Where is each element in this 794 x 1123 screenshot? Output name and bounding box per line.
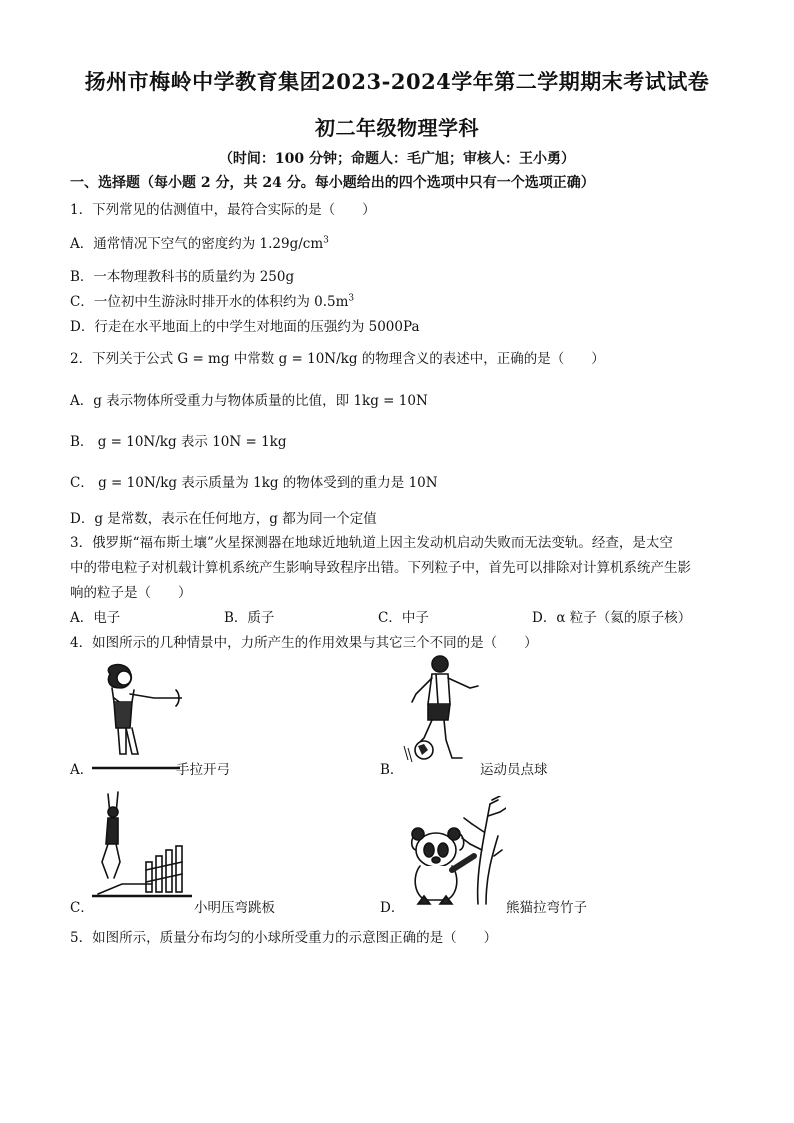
figure-c-caption: 小明压弯跳板 bbox=[194, 900, 275, 916]
exam-info: （时间：100 分钟；命题人：毛广旭；审核人：王小勇） bbox=[218, 151, 576, 167]
figure-c-letter: C． bbox=[70, 900, 94, 916]
question-3-option-a: A．电子 bbox=[70, 610, 121, 626]
question-3-stem-line-2: 中的带电粒子对机载计算机系统产生影响导致程序出错。下列粒子中，首先可以排除对计算机系统产生影 bbox=[70, 560, 691, 576]
option-text: A．通常情况下空气的密度约为 1.29g/cm bbox=[70, 236, 324, 252]
exam-title: 扬州市梅岭中学教育集团2023-2024学年第二学期期末考试试卷 bbox=[84, 69, 710, 94]
question-3-stem-line-3: 响的粒子是（ ） bbox=[70, 585, 192, 601]
question-3-option-d: D．α 粒子（氦的原子核） bbox=[532, 610, 692, 626]
section-heading: 一、选择题（每小题 2 分，共 24 分。每小题给出的四个选项中只有一个选项正确） bbox=[70, 175, 595, 191]
question-2-option-b: B． g = 10N/kg 表示 10N = 1kg bbox=[70, 434, 287, 450]
question-1-option-c bbox=[70, 290, 354, 310]
question-4-stem: 4．如图所示的几种情景中，力所产生的作用效果与其它三个不同的是（ ） bbox=[70, 635, 538, 651]
figure-b-caption: 运动员点球 bbox=[480, 762, 548, 778]
figure-b-letter: B． bbox=[380, 762, 404, 778]
question-3-stem-line-1: 3．俄罗斯“福布斯土壤”火星探测器在地球近地轨道上因主发动机启动失败而无法变轨。经查，是太空 bbox=[70, 535, 673, 551]
superscript: 3 bbox=[348, 293, 355, 304]
question-1-option-b: B．一本物理教科书的质量约为 250g bbox=[70, 269, 295, 285]
question-1-stem: 1．下列常见的估测值中，最符合实际的是（ ） bbox=[70, 202, 376, 218]
question-2-option-c: C． g = 10N/kg 表示质量为 1kg 的物体受到的重力是 10N bbox=[70, 475, 438, 491]
question-1-option-d: D．行走在水平地面上的中学生对地面的压强约为 5000Pa bbox=[70, 319, 420, 335]
figure-d-caption: 熊猫拉弯竹子 bbox=[506, 900, 587, 916]
question-3-option-c: C．中子 bbox=[378, 610, 429, 626]
option-text: C．一位初中生游泳时排开水的体积约为 0.5m bbox=[70, 294, 349, 310]
question-3-option-b: B．质子 bbox=[224, 610, 275, 626]
question-2-option-d: D．g 是常数，表示在任何地方，g 都为同一个定值 bbox=[70, 511, 377, 527]
soccer-kick-illustration bbox=[398, 654, 482, 770]
figure-a-caption: 手拉开弓 bbox=[176, 762, 230, 778]
figure-d-letter: D． bbox=[380, 900, 405, 916]
question-5-stem: 5．如图所示，质量分布均匀的小球所受重力的示意图正确的是（ ） bbox=[70, 930, 498, 946]
question-2-stem: 2．下列关于公式 G = mg 中常数 g = 10N/kg 的物理含义的表述中，正确的是（ ） bbox=[70, 351, 605, 367]
bow-pulling-illustration bbox=[92, 658, 182, 774]
figure-a-letter: A． bbox=[70, 762, 94, 778]
superscript: 3 bbox=[323, 235, 329, 246]
springboard-illustration bbox=[92, 786, 194, 902]
exam-subtitle: 初二年级物理学科 bbox=[315, 116, 479, 140]
question-1-option-a bbox=[70, 232, 329, 252]
question-2-option-a: A．g 表示物体所受重力与物体质量的比值，即 1kg = 10N bbox=[70, 393, 428, 409]
panda-bamboo-illustration bbox=[402, 796, 506, 908]
